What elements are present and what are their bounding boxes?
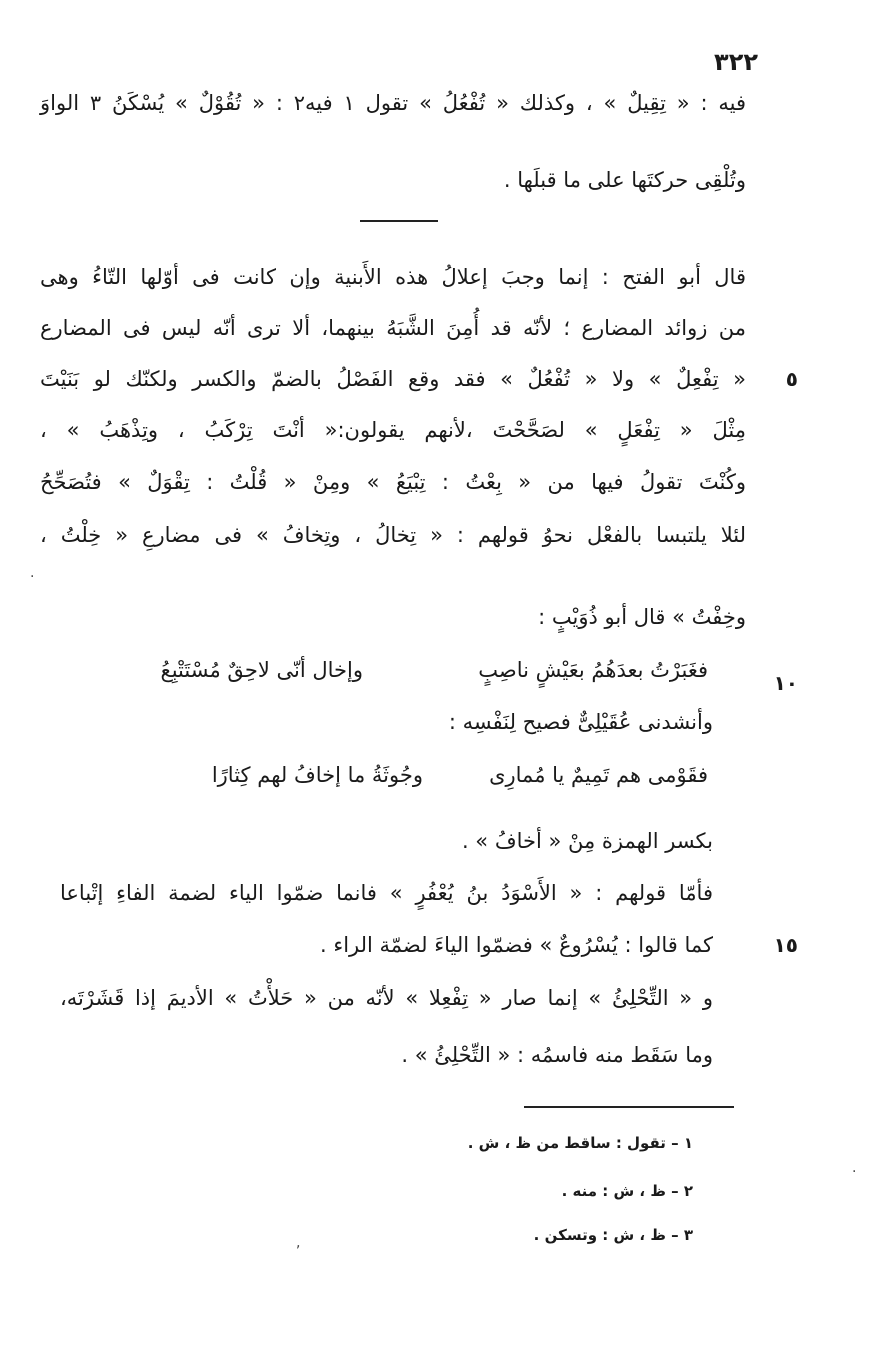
- footnote: ٣ – ظ ، ش : وتسكن .: [533, 1226, 693, 1244]
- text-line: قال أبو الفتح : إنما وجبَ إعلالُ هذه الأَبنية وإن كانت فى أوّلها التّاءُ وهى: [40, 265, 746, 289]
- verse-hemistich: فغَبَرْتُ بعدَهُمُ بعَيْشٍ ناصِبٍ: [478, 658, 708, 682]
- footnote-divider: [524, 1106, 734, 1108]
- verse-hemistich: وإخال أنّى لاحِقٌ مُسْتَتْبِعُ: [160, 658, 363, 682]
- line-number: ٥: [785, 367, 798, 391]
- scan-speck: .: [30, 565, 35, 581]
- line-number: ١٠: [773, 671, 798, 695]
- text-line: لئلا يلتبسا بالفعْل نحوُ قولهم : « تِخالُ ، وتِخافُ » فى مضارعِ « خِلْتُ ،: [40, 523, 746, 547]
- text-line: وما سَقَط منه فاسمُه : « التِّحْلِئُ » .: [401, 1043, 713, 1067]
- verse-hemistich: فقَوْمى هم تَمِيمٌ يا مُمارِى: [489, 763, 708, 787]
- text-line: وأنشدنى عُقَيْلِىٌّ فصيح لِنَفْسِه :: [448, 710, 713, 734]
- line-number: ١٥: [773, 933, 798, 957]
- text-line: وتُلْقِى حركتَها على ما قبلَها .: [503, 168, 746, 192]
- footnote: ١ – تقول : ساقط من ظ ، ش .: [467, 1134, 693, 1152]
- section-divider: [360, 220, 438, 222]
- text-line: كما قالوا : يُسْرُوعٌ » فضمّوا الياءَ لضمّة الراء .: [319, 933, 713, 957]
- text-line: « تِفْعِلٌ » ولا « تُفْعُلٌ » فقد وقع الفَصْلُ بالضمّ والكسر ولكنّك لو بَنَيْتَ: [40, 367, 746, 391]
- text-line: وكُنْتَ تقولُ فيها من « بِعْتُ : تِبْيَعُ » ومِنْ « قُلْتُ : تِقْوَلٌ » فتُصَحِّحُ: [40, 470, 746, 494]
- verse-hemistich: وجُوثَةُ ما إخافُ لهم كِثارًا: [211, 763, 423, 787]
- scan-speck: .: [852, 1160, 857, 1176]
- text-line: مِثْلَ « تِفْعَلٍ » لصَحَّحْتَ ،لأنهم يقولون:« أنْتَ تِرْكَبُ ، وتِذْهَبُ » ،: [40, 418, 746, 442]
- footnote: ٢ – ظ ، ش : منه .: [561, 1182, 693, 1200]
- text-line: وخِفْتُ » قال أبو ذُوَيْبٍ :: [538, 605, 746, 629]
- scan-speck: ,: [296, 1235, 301, 1251]
- text-line: فيه : « تِقِيلٌ » ، وكذلك « تُفْعُلُ » تقول ١ فيه٢ : « تُقُوْلٌ » يُسْكَنُ ٣ الواوَ: [40, 91, 747, 115]
- text-line: بكسر الهمزة مِنْ « أخافُ » .: [461, 829, 713, 853]
- page-number: ٣٢٢: [714, 48, 758, 76]
- text-line: و « التِّحْلِئُ » إنما صار « تِفْعِلا » لأنّه من « حَلأْتُ » الأديمَ إذا قَشَرْتَه،: [60, 986, 713, 1010]
- text-line: من زوائد المضارع ؛ لأنّه قد أُمِنَ الشَّبَهُ بينهما، ألا ترى أنّه ليس فى المضارع: [40, 316, 746, 340]
- text-line: فأمّا قولهم : « الأَسْوَدُ بنُ يُعْفُرٍ » فانما ضمّوا الياء لضمة الفاءِ إتْباعا: [60, 881, 713, 905]
